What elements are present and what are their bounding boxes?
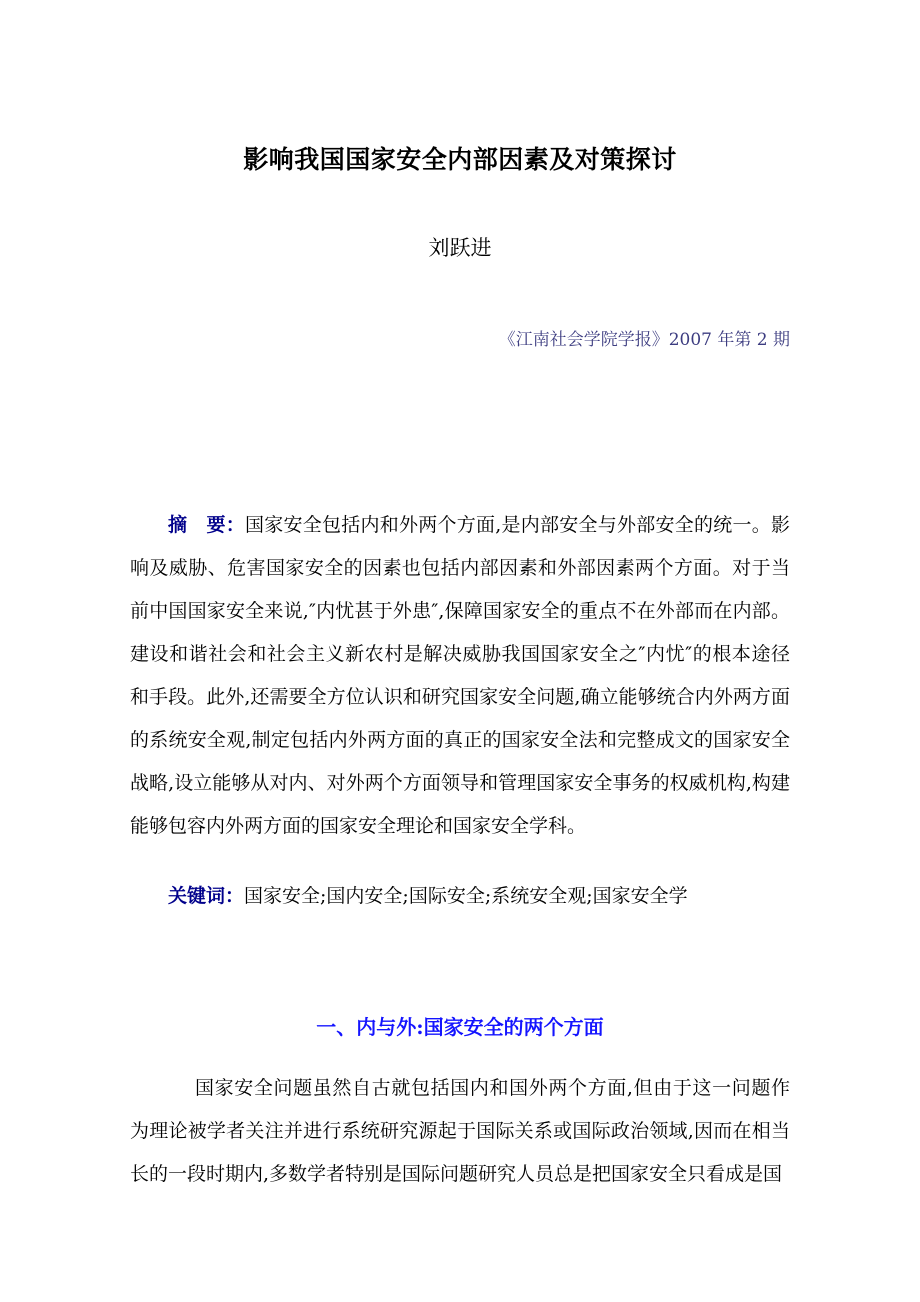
author-name: 刘跃进 <box>428 236 492 260</box>
body-paragraph: 国家安全问题虽然自古就包括国内和国外两个方面,但由于这一问题作为理论被学者关注并进行系统研究源起于国际关系或国际政治领域,因而在相当长的一段时期内,多数学者特别是国际问题研究人员总是把国家安全只看成是国 <box>130 1077 790 1185</box>
section-heading: 一、内与外:国家安全的两个方面 <box>316 1015 604 1039</box>
abstract-paragraph <box>130 504 790 848</box>
keywords-text: 国家安全;国内安全;国际安全;系统安全观;国家安全学 <box>244 885 688 907</box>
abstract-label: 摘 要： <box>168 514 245 536</box>
abstract-text: 国家安全包括内和外两个方面,是内部安全与外部安全的统一。影响及威胁、危害国家安全的因素也包括内部因素和外部因素两个方面。对于当前中国国家安全来说,″内忧甚于外患″,保障国家安全的重点不在外部而在内部。建设和谐社会和社会主义新农村是解决威胁我国国家安全之″内忧″的根本途径和手段。此外,还需要全方位认识和研究国家安全问题,确立能够统合内外两方面的系统安全观,制定包括内外两方面的真正的国家安全法和完整成文的国家安全战略,设立能够从对内、对外两个方面领导和管理国家安全事务的权威机构,构建能够包容内外两方面的国家安全理论和国家安全学科。 <box>130 514 790 837</box>
journal-source: 《江南社会学院学报》2007 年第 2 期 <box>498 330 790 350</box>
keywords-paragraph <box>130 875 790 918</box>
page-title: 影响我国国家安全内部因素及对策探讨 <box>243 145 677 174</box>
keywords-label: 关键词： <box>168 885 245 907</box>
